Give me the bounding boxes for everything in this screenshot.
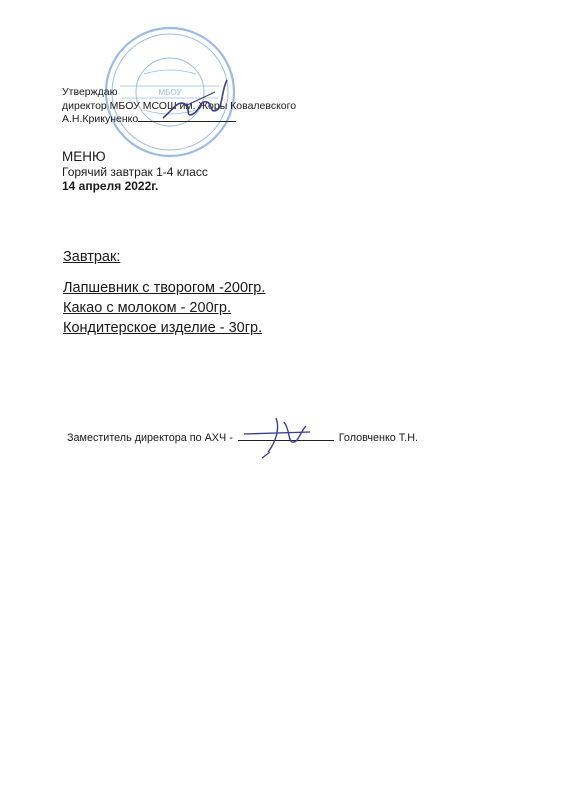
menu-header (62, 150, 208, 194)
list-item: Какао с молоком - 200гр. (63, 300, 232, 316)
approval-label: Утверждаю (62, 86, 118, 98)
menu-subtitle: Горячий завтрак 1-4 класс (62, 164, 208, 179)
menu-title: МЕНЮ (62, 149, 106, 164)
deputy-position: Заместитель директора по АХЧ - (67, 432, 233, 444)
deputy-name: Головченко Т.Н. (338, 432, 419, 444)
list-item: Лапшевник с творогом -200гр. (63, 280, 266, 296)
breakfast-label: Завтрак: (63, 249, 121, 265)
director-title: директор МБОУ МСОШ им. Жоры Ковалевского (62, 99, 297, 112)
list-item: Кондитерское изделие - 30гр. (63, 320, 263, 336)
director-name: А.Н.Крикуненко (62, 113, 139, 125)
director-signature (155, 70, 235, 130)
deputy-signature (240, 412, 325, 462)
breakfast-section (63, 248, 265, 338)
menu-date: 14 апреля 2022г. (62, 179, 159, 193)
breakfast-items (63, 278, 265, 338)
svg-text:МБОУ: МБОУ (158, 88, 182, 97)
